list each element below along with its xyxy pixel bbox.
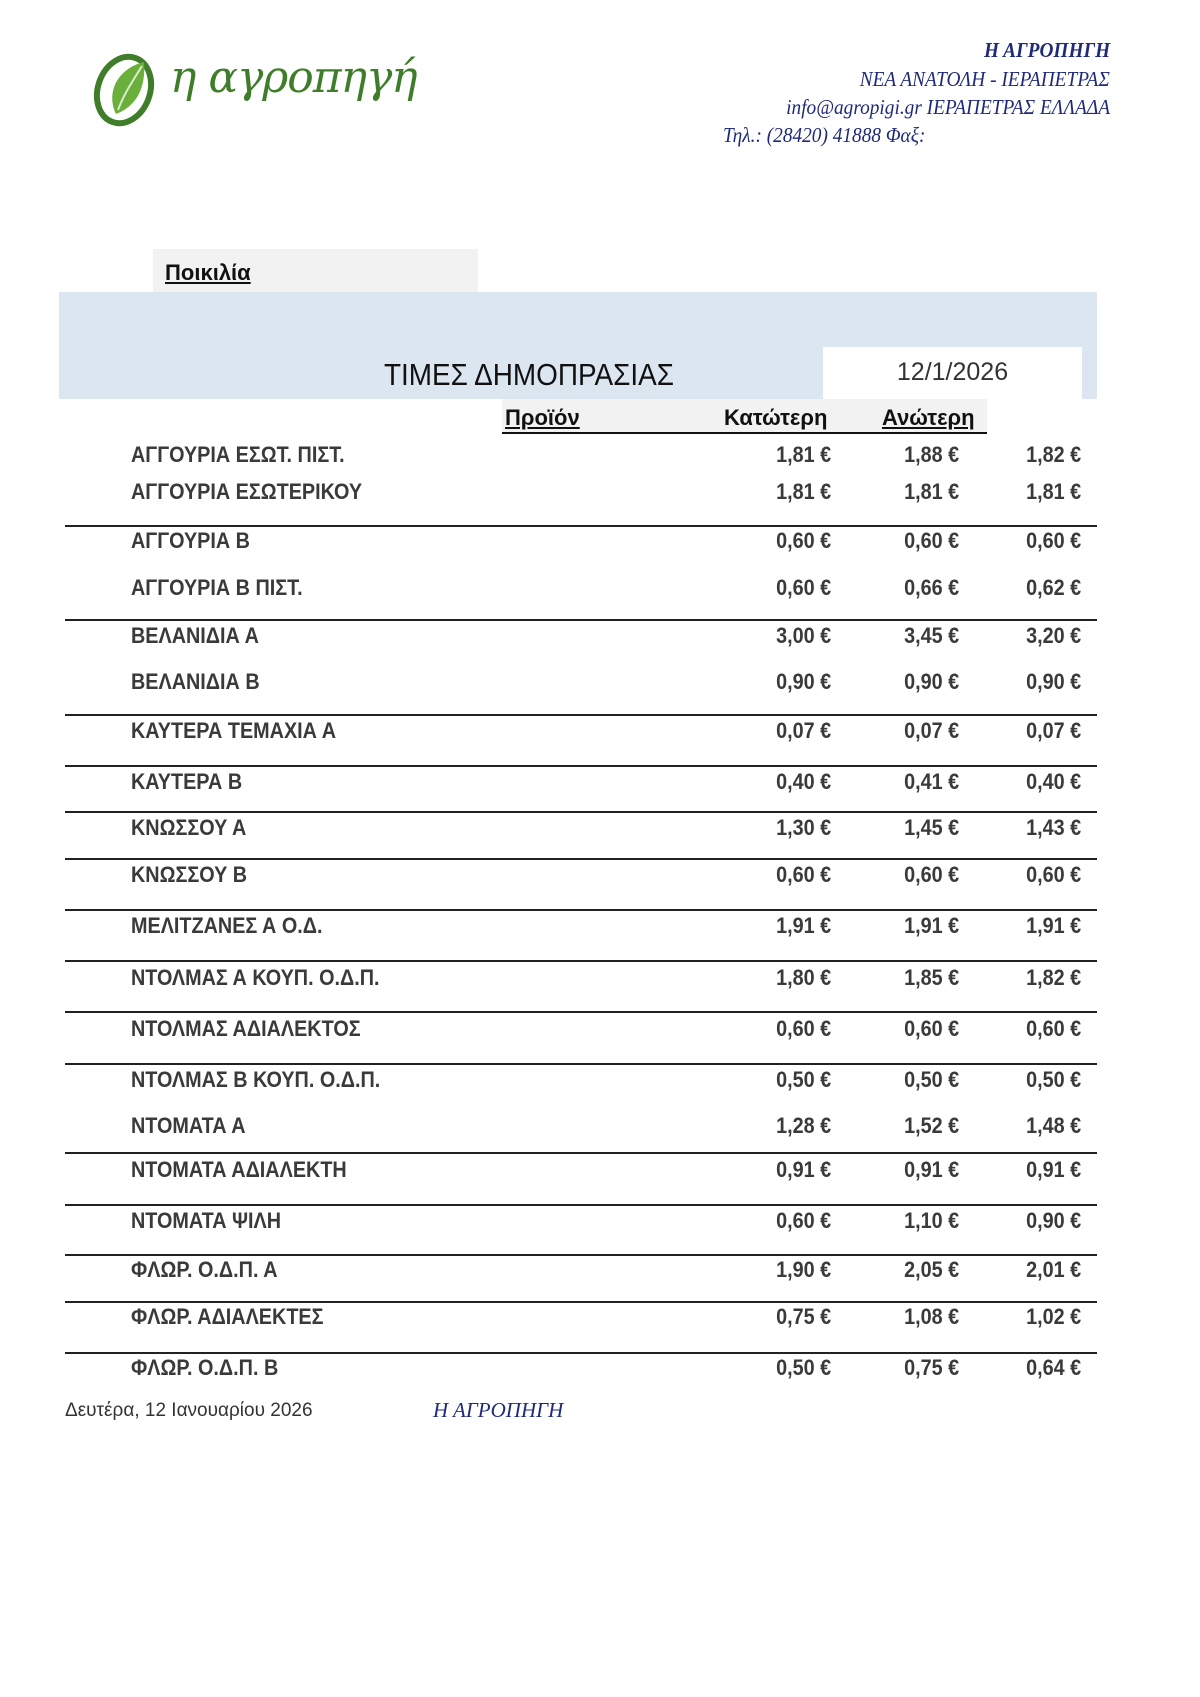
page-title: ΤΙΜΕΣ ΔΗΜΟΠΡΑΣΙΑΣ — [384, 357, 674, 392]
price-low: 0,07 € — [775, 718, 831, 743]
price-low: 0,50 € — [775, 1067, 831, 1092]
product-name: ΝΤΟΜΑΤΑ Α — [131, 1113, 246, 1138]
price-high: 0,90 € — [903, 669, 959, 694]
price-low: 0,60 € — [775, 1208, 831, 1233]
column-product: Προϊόν — [505, 405, 580, 430]
price-low: 1,80 € — [775, 965, 831, 990]
price-average: 0,64 € — [1025, 1355, 1081, 1380]
price-low: 0,40 € — [775, 769, 831, 794]
price-high: 2,05 € — [903, 1257, 959, 1282]
product-name: ΜΕΛΙΤΖΑΝΕΣ Α Ο.Δ. — [131, 913, 323, 938]
price-low: 3,00 € — [775, 623, 831, 648]
price-average: 1,91 € — [1025, 913, 1081, 938]
leaf-logo-icon — [86, 44, 166, 134]
product-name: ΑΓΓΟΥΡΙΑ ΕΣΩΤΕΡΙΚΟΥ — [131, 479, 363, 504]
price-high: 0,66 € — [903, 575, 959, 600]
price-high: 1,81 € — [903, 479, 959, 504]
price-average: 0,07 € — [1025, 718, 1081, 743]
price-low: 0,90 € — [775, 669, 831, 694]
price-low: 1,90 € — [775, 1257, 831, 1282]
row-separator — [65, 714, 1097, 716]
price-average: 0,90 € — [1025, 1208, 1081, 1233]
row-separator — [65, 811, 1097, 813]
product-name: ΦΛΩΡ. Ο.Δ.Π. Β — [131, 1355, 279, 1380]
product-name: ΑΓΓΟΥΡΙΑ Β ΠΙΣΤ. — [131, 575, 303, 600]
price-low: 0,60 € — [775, 528, 831, 553]
variety-label: Ποικιλία — [165, 260, 251, 285]
price-high: 1,88 € — [903, 442, 959, 467]
price-high: 1,85 € — [903, 965, 959, 990]
price-average: 1,81 € — [1025, 479, 1081, 504]
row-separator — [65, 960, 1097, 962]
price-high: 1,45 € — [903, 815, 959, 840]
row-separator — [65, 525, 1097, 527]
product-name: ΚΑΥΤΕΡΑ ΤΕΜΑΧΙΑ Α — [131, 718, 337, 743]
price-high: 1,08 € — [903, 1304, 959, 1329]
price-average: 1,82 € — [1025, 965, 1081, 990]
price-high: 0,41 € — [903, 769, 959, 794]
product-name: ΒΕΛΑΝΙΔΙΑ Α — [131, 623, 259, 648]
price-high: 0,07 € — [903, 718, 959, 743]
price-low: 0,50 € — [775, 1355, 831, 1380]
row-separator — [65, 1352, 1097, 1354]
price-average: 1,82 € — [1025, 442, 1081, 467]
price-high: 0,60 € — [903, 528, 959, 553]
price-low: 1,28 € — [775, 1113, 831, 1138]
product-name: ΑΓΓΟΥΡΙΑ ΕΣΩΤ. ΠΙΣΤ. — [131, 442, 345, 467]
price-average: 0,40 € — [1025, 769, 1081, 794]
company-email: info@agropigi.gr ΙΕΡΑΠΕΤΡΑΣ ΕΛΛΑΔΑ — [786, 95, 1110, 119]
row-separator — [65, 1011, 1097, 1013]
row-separator — [65, 909, 1097, 911]
product-name: ΝΤΟΛΜΑΣ Α ΚΟΥΠ. Ο.Δ.Π. — [131, 965, 380, 990]
price-low: 0,60 € — [775, 575, 831, 600]
price-average: 0,60 € — [1025, 528, 1081, 553]
price-average: 0,50 € — [1025, 1067, 1081, 1092]
price-high: 0,60 € — [903, 862, 959, 887]
price-high: 1,10 € — [903, 1208, 959, 1233]
company-name: Η ΑΓΡΟΠΗΓΗ — [983, 38, 1110, 62]
product-name: ΝΤΟΜΑΤΑ ΨΙΛΗ — [131, 1208, 282, 1233]
price-average: 1,48 € — [1025, 1113, 1081, 1138]
column-high: Ανώτερη — [882, 405, 975, 430]
row-separator — [65, 765, 1097, 767]
price-high: 0,75 € — [903, 1355, 959, 1380]
product-name: ΑΓΓΟΥΡΙΑ Β — [131, 528, 250, 553]
price-average: 1,02 € — [1025, 1304, 1081, 1329]
logo-text: η αγροπηγή — [170, 52, 417, 103]
product-name: ΒΕΛΑΝΙΔΙΑ Β — [131, 669, 260, 694]
product-name: ΝΤΟΜΑΤΑ ΑΔΙΑΛΕΚΤΗ — [131, 1157, 347, 1182]
row-separator — [65, 1063, 1097, 1065]
column-low: Κατώτερη — [724, 405, 828, 430]
product-name: ΝΤΟΛΜΑΣ Β ΚΟΥΠ. Ο.Δ.Π. — [131, 1067, 381, 1092]
product-name: ΚΝΩΣΣΟΥ Β — [131, 862, 248, 887]
product-name: ΝΤΟΛΜΑΣ ΑΔΙΑΛΕΚΤΟΣ — [131, 1016, 361, 1041]
price-average: 0,62 € — [1025, 575, 1081, 600]
row-separator — [65, 1204, 1097, 1206]
product-name: ΦΛΩΡ. Ο.Δ.Π. Α — [131, 1257, 278, 1282]
footer-company: Η ΑΓΡΟΠΗΓΗ — [433, 1398, 564, 1422]
price-high: 1,91 € — [903, 913, 959, 938]
company-address: ΝΕΑ ΑΝΑΤΟΛΗ - ΙΕΡΑΠΕΤΡΑΣ — [859, 67, 1110, 91]
footer-date: Δευτέρα, 12 Ιανουαρίου 2026 — [65, 1400, 313, 1421]
price-low: 1,81 € — [775, 479, 831, 504]
price-average: 0,90 € — [1025, 669, 1081, 694]
company-phone: Τηλ.: (28420) 41888 Φαξ: — [723, 123, 926, 147]
price-high: 0,50 € — [903, 1067, 959, 1092]
price-average: 0,91 € — [1025, 1157, 1081, 1182]
price-low: 1,30 € — [775, 815, 831, 840]
price-low: 0,60 € — [775, 1016, 831, 1041]
price-high: 0,60 € — [903, 1016, 959, 1041]
price-low: 0,75 € — [775, 1304, 831, 1329]
price-average: 3,20 € — [1025, 623, 1081, 648]
row-separator — [65, 1152, 1097, 1154]
price-low: 1,91 € — [775, 913, 831, 938]
product-name: ΚΝΩΣΣΟΥ Α — [131, 815, 247, 840]
price-high: 0,91 € — [903, 1157, 959, 1182]
price-low: 1,81 € — [775, 442, 831, 467]
price-average: 1,43 € — [1025, 815, 1081, 840]
product-name: ΚΑΥΤΕΡΑ Β — [131, 769, 243, 794]
row-separator — [65, 858, 1097, 860]
price-high: 1,52 € — [903, 1113, 959, 1138]
price-low: 0,91 € — [775, 1157, 831, 1182]
auction-date: 12/1/2026 — [896, 358, 1009, 386]
row-separator — [65, 619, 1097, 621]
product-name: ΦΛΩΡ. ΑΔΙΑΛΕΚΤΕΣ — [131, 1304, 324, 1329]
price-high: 3,45 € — [903, 623, 959, 648]
row-separator — [65, 1254, 1097, 1256]
price-average: 2,01 € — [1025, 1257, 1081, 1282]
row-separator — [65, 1301, 1097, 1303]
price-average: 0,60 € — [1025, 862, 1081, 887]
price-average: 0,60 € — [1025, 1016, 1081, 1041]
price-low: 0,60 € — [775, 862, 831, 887]
